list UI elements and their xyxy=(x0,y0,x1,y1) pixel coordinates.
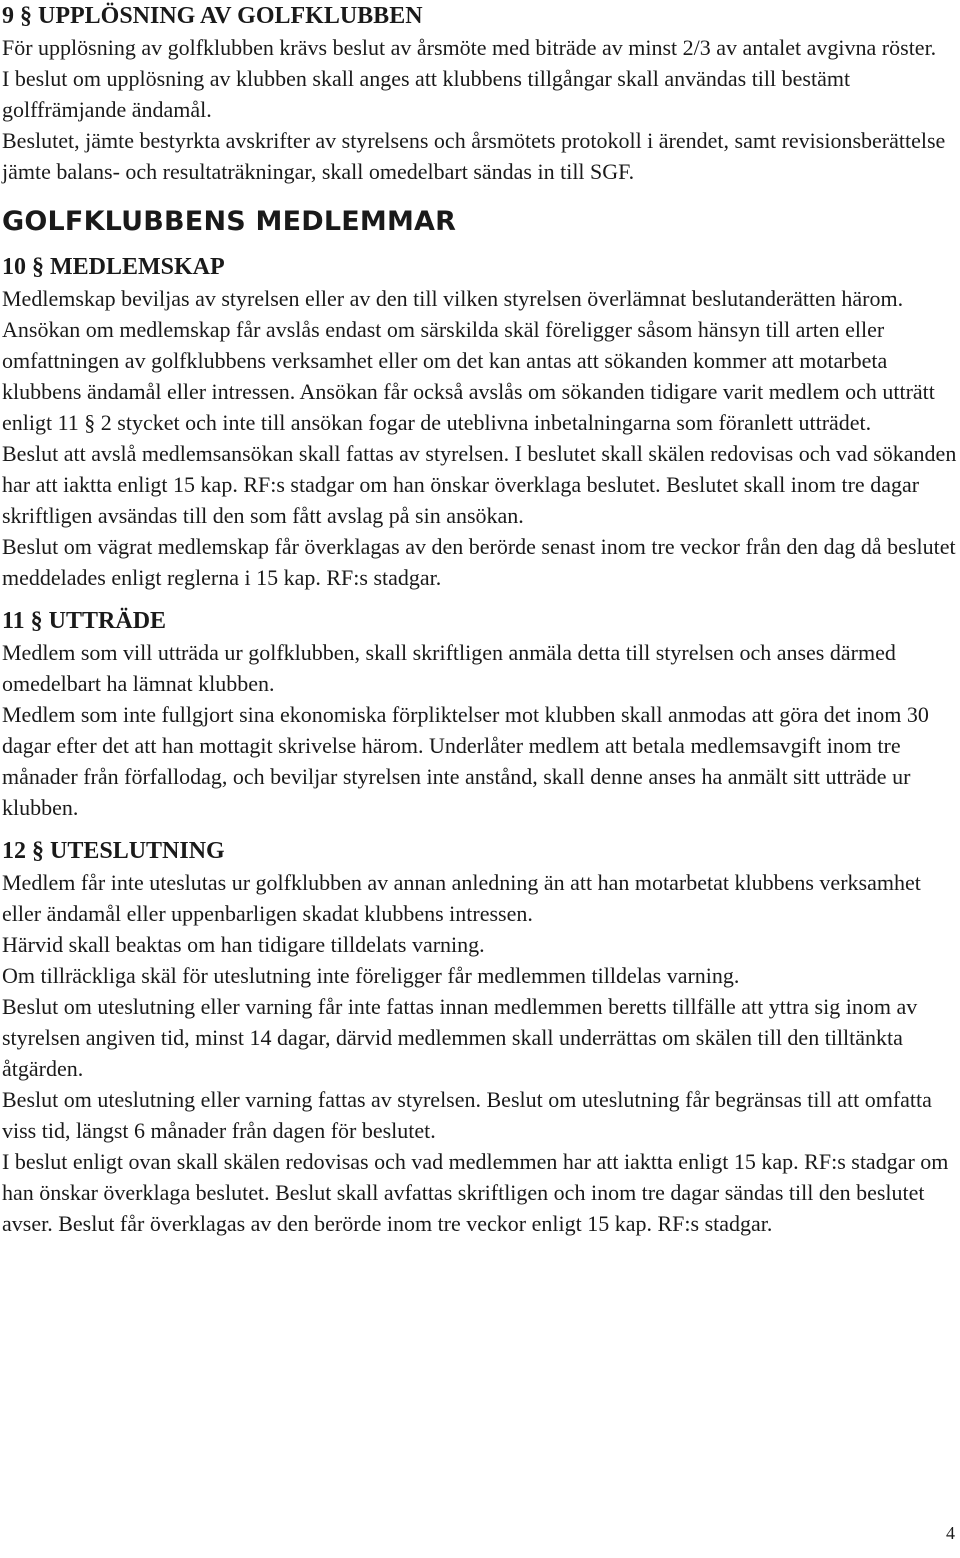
chapter-heading: GOLFKLUBBENS MEDLEMMAR xyxy=(2,206,457,237)
section-heading: 9 § UPPLÖSNING AV GOLFKLUBBEN xyxy=(2,3,423,29)
section-10-membership xyxy=(2,251,957,593)
paragraph: Medlemskap beviljas av styrelsen eller av den till vilken styrelsen överlämnat beslutanderätten härom. xyxy=(2,286,904,311)
paragraph: Beslut om uteslutning eller varning får inte fattas innan medlemmen beretts tillfälle att yttra sig inom av styrelsen angiven tid, minst 14 dagar, därvid medlemmen skall underrättas om skälen till den tilltänkta åtgärden. xyxy=(2,994,918,1081)
paragraph: För upplösning av golfklubben krävs beslut av årsmöte med biträde av minst 2/3 av antalet avgivna röster. xyxy=(2,35,937,60)
paragraph: Medlem som inte fullgjort sina ekonomiska förpliktelser mot klubben skall anmodas att göra det inom 30 dagar efter det att han mottagit skrivelse härom. Underlåter medlem att betala medlemsavgift inom tre månader från förfallodag, och beviljar styrelsen inte anstånd, skall denne anses ha anmält sitt utträde ur klubben. xyxy=(2,702,929,820)
document-page xyxy=(2,0,957,1239)
paragraph: Medlem får inte uteslutas ur golfklubben av annan anledning än att han motarbetat klubbens verksamhet eller ändamål eller uppenbarligen skadat klubbens intressen. xyxy=(2,870,921,926)
paragraph: Beslut om uteslutning eller varning fattas av styrelsen. Beslut om uteslutning får begränsas till att omfatta viss tid, längst 6 månader från dagen för beslutet. xyxy=(2,1087,932,1143)
paragraph: Ansökan om medlemskap får avslås endast om särskilda skäl föreligger såsom hänsyn till arten eller omfattningen av golfklubbens verksamhet eller om det kan antas att sökanden kommer att motarbeta klubbens ändamål eller intressen. Ansökan får också avslås om sökanden tidigare varit medlem och utträtt enligt 11 § 2 stycket och inte till ansökan fogar de uteblivna inbetalningarna som föranlett utträdet. xyxy=(2,317,935,435)
section-9-dissolution xyxy=(2,0,957,187)
paragraph: Beslutet, jämte bestyrkta avskrifter av styrelsens och årsmötets protokoll i ärendet, samt revisionsberättelse jämte balans- och resultaträkningar, skall omedelbart sändas in till SGF. xyxy=(2,128,946,184)
paragraph: Beslut om vägrat medlemskap får överklagas av den berörde senast inom tre veckor från den dag då beslutet meddelades enligt reglerna i 15 kap. RF:s stadgar. xyxy=(2,534,956,590)
section-heading: 10 § MEDLEMSKAP xyxy=(2,254,225,280)
paragraph: Beslut att avslå medlemsansökan skall fattas av styrelsen. I beslutet skall skälen redovisas och vad sökanden har att iaktta enligt 15 kap. RF:s stadgar om han önskar överklaga beslutet. Beslutet skall inom tre dagar skriftligen avsändas till den som fått avslag på sin ansökan. xyxy=(2,441,957,528)
section-heading: 11 § UTTRÄDE xyxy=(2,608,167,634)
page-number: 4 xyxy=(946,1523,955,1543)
section-heading: 12 § UTESLUTNING xyxy=(2,838,225,864)
section-12-expulsion xyxy=(2,835,957,1239)
paragraph: Medlem som vill utträda ur golfklubben, skall skriftligen anmäla detta till styrelsen och anses därmed omedelbart ha lämnat klubben. xyxy=(2,640,896,696)
paragraph: I beslut om upplösning av klubben skall anges att klubbens tillgångar skall användas till bestämt golffrämjande ändamål. xyxy=(2,66,851,122)
section-11-resignation xyxy=(2,605,957,823)
paragraph: Om tillräckliga skäl för uteslutning inte föreligger får medlemmen tilldelas varning. xyxy=(2,963,740,988)
paragraph: I beslut enligt ovan skall skälen redovisas och vad medlemmen har att iaktta enligt 15 kap. RF:s stadgar om han önskar överklaga beslutet. Beslut skall avfattas skriftligen och inom tre dagar sändas till den beslutet avser. Beslut får överklagas av den berörde inom tre veckor enligt 15 kap. RF:s stadgar. xyxy=(2,1149,949,1236)
paragraph: Härvid skall beaktas om han tidigare tilldelats varning. xyxy=(2,932,485,957)
